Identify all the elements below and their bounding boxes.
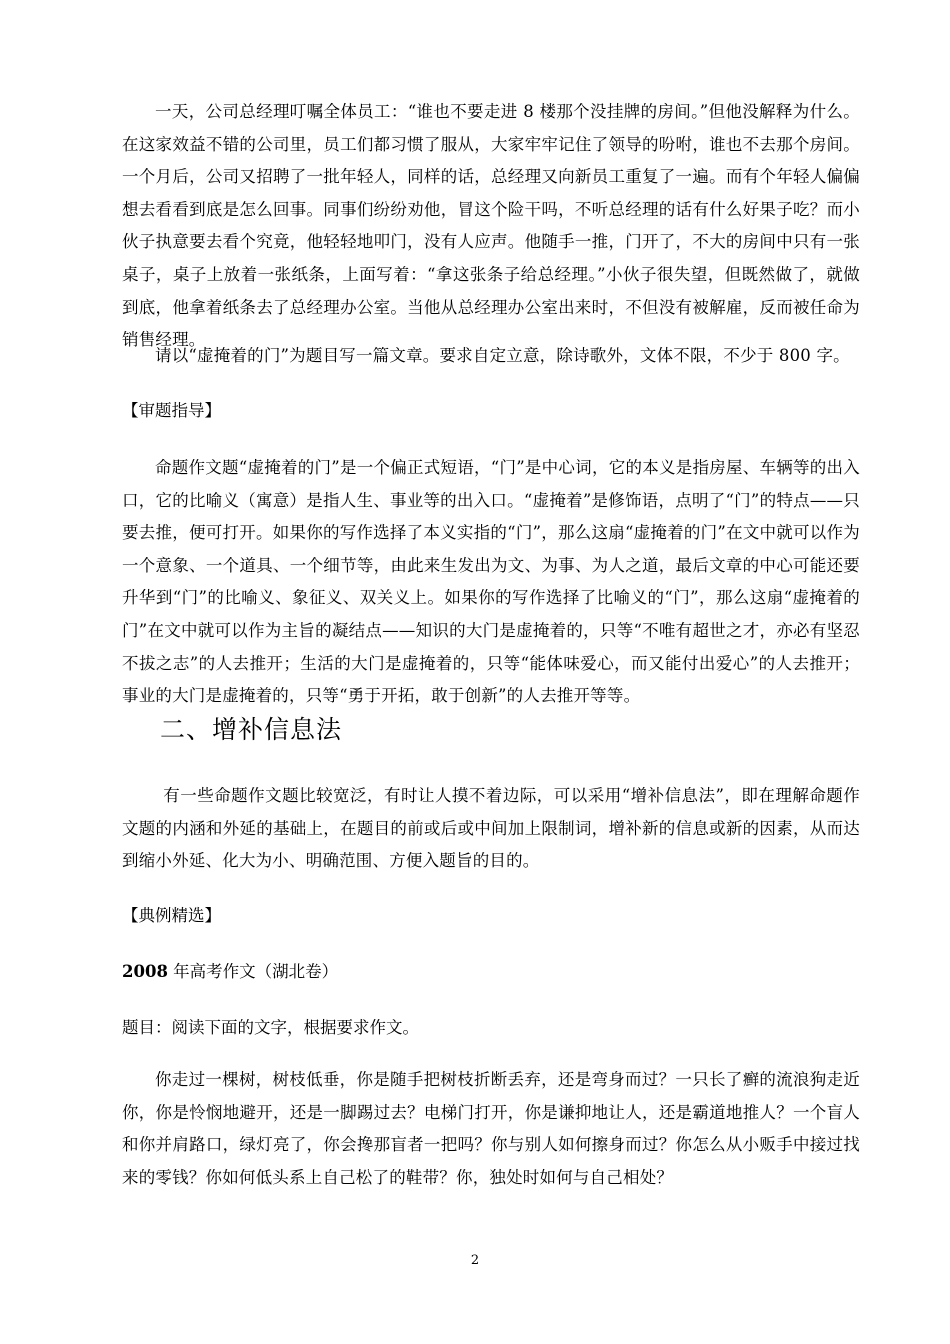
story-paragraph: 一天，公司总经理叮嘱全体员工：“谁也不要走进 8 楼那个没挂牌的房间。”但他没解释为什么。在这家效益不错的公司里，员工们都习惯了服从，大家牢牢记住了领导的吩咐，谁也不去那个房间。一个月后，公司又招聘了一批年轻人，同样的话，总经理又向新员工重复了一遍。而有个年轻人偏偏想去看看到底是怎么回事。同事们纷纷劝他，冒这个险干吗，不听总经理的话有什么好果子吃？而小伙子执意要去看个究竟，他轻轻地叩门，没有人应声。他随手一推，门开了，不大的房间中只有一张桌子，桌子上放着一张纸条，上面写着：“拿这张条子给总经理。”小伙子很失望，但既然做了，就做到底，他拿着纸条去了总经理办公室。当他从总经理办公室出来时，不但没有被解雇，反而被任命为销售经理。 <box>122 102 860 350</box>
page-number: 2 <box>470 1253 480 1268</box>
exam-title <box>122 961 338 983</box>
method-paragraph: 有一些命题作文题比较宽泛，有时让人摸不着边际，可以采用“增补信息法”，即在理解命题作文题的内涵和外延的基础上，在题目的前或后或中间加上限制词，增补新的信息或新的因素，从而达到缩小外延、化大为小、明确范围、方便入题旨的目的。 <box>122 786 860 871</box>
example-label: 【典例精选】 <box>122 906 221 925</box>
section-heading: 二、增补信息法 <box>160 715 343 744</box>
prompt-line: 题目：阅读下面的文字，根据要求作文。 <box>122 1018 419 1037</box>
material-paragraph: 你走过一棵树，树枝低垂，你是随手把树枝折断丢弃，还是弯身而过？一只长了癣的流浪狗走近你，你是怜悯地避开，还是一脚踢过去？电梯门打开，你是谦抑地让人，还是霸道地推人？一个盲人和你并肩路口，绿灯亮了，你会搀那盲者一把吗？你与别人如何擦身而过？你怎么从小贩手中接过找来的零钱？你如何低头系上自己松了的鞋带？你，独处时如何与自己相处？ <box>122 1070 860 1187</box>
guide-paragraph: 命题作文题“虚掩着的门”是一个偏正式短语，“门”是中心词，它的本义是指房屋、车辆等的出入口，它的比喻义（寓意）是指人生、事业等的出入口。“虚掩着”是修饰语，点明了“门”的特点——只要去推，便可打开。如果你的写作选择了本义实指的“门”，那么这扇“虚掩着的门”在文中就可以作为一个意象、一个道具、一个细节等，由此来生发出为文、为事、为人之道，最后文章的中心可能还要升华到“门”的比喻义、象征义、双关义上。如果你的写作选择了比喻义的“门”，那么这扇“虚掩着的门”在文中就可以作为主旨的凝结点——知识的大门是虚掩着的，只等“不唯有超世之才，亦必有坚忍不拔之志”的人去推开；生活的大门是虚掩着的，只等“能体味爱心，而又能付出爱心”的人去推开；事业的大门是虚掩着的，只等“勇于开拓，敢于创新”的人去推开等等。 <box>122 458 860 706</box>
exam-year: 2008 <box>122 962 168 981</box>
exam-title-text: 年高考作文（湖北卷） <box>167 962 339 981</box>
guide-label: 【审题指导】 <box>122 401 221 420</box>
task-paragraph: 请以“虚掩着的门”为题目写一篇文章。要求自定立意，除诗歌外，文体不限，不少于 800 字。 <box>155 346 850 365</box>
